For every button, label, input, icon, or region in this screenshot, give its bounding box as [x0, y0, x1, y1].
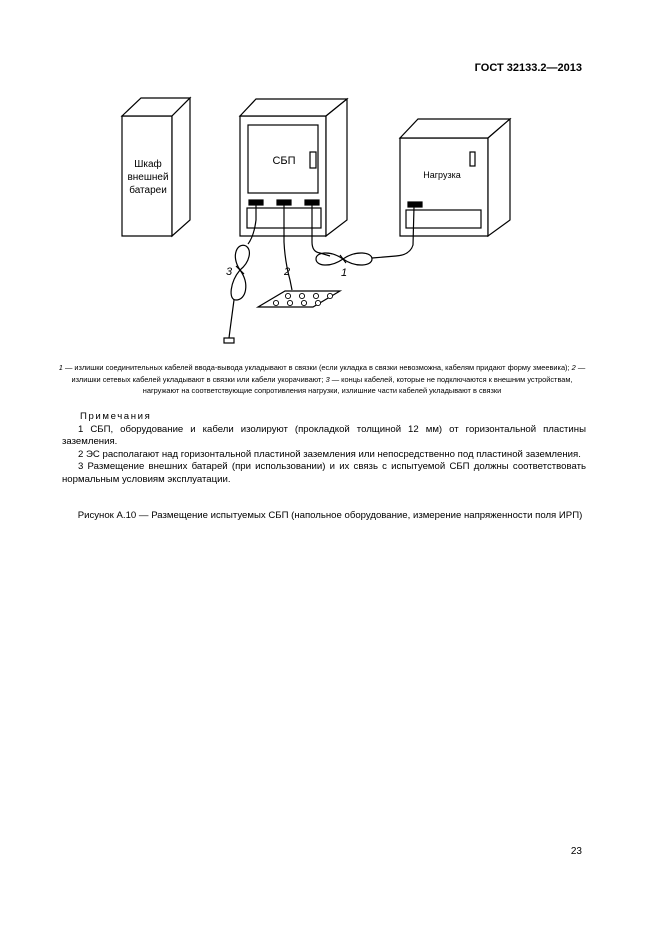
legend-number-1: 1 [58, 363, 63, 372]
legend-number-3: 3 [325, 374, 330, 384]
document-id: ГОСТ 32133.2—2013 [474, 62, 582, 74]
notes-section [62, 411, 586, 486]
legend-text-3: — концы кабелей, которые не подключаются к внешним устройствам, нагружают на соответствующие сопротивления нагрузки, излишние части кабелей укладывают в связки [142, 374, 573, 395]
figure-title: Рисунок А.10 — Размещение испытуемых СБП (напольное оборудование, измерение напряженности поля ИРП) [77, 510, 583, 521]
note-item-3: 3 Размещение внешних батарей (при использовании) и их связь с испытуемой СБП должны соответствовать нормальным условиям эксплуатации. [62, 461, 586, 485]
notes-title: Примечания [80, 411, 152, 422]
legend-text-1: — излишки соединительных кабелей ввода-вывода укладывают в связки (если укладка в связки невозможна, кабелям придают форму змеевика); [62, 363, 572, 372]
load-label: Нагрузка [423, 170, 461, 180]
note-item-1: 1 СБП, оборудование и кабели изолируют (прокладкой толщиной 12 мм) от горизонтальной пластины заземления. [62, 423, 586, 447]
legend-text-2: — излишки сетевых кабелей укладывают в связки или кабели укорачивают; [71, 363, 586, 384]
equipment-diagram [0, 0, 661, 360]
page-number: 23 [570, 846, 582, 857]
cabinet-label-line-2: внешней [127, 172, 169, 183]
note-item-2: 2 ЭС располагают над горизонтальной пластиной заземления или непосредственно под пластиной заземления. [78, 448, 581, 460]
figure-legend [58, 362, 586, 397]
callout-2: 2 [284, 266, 291, 278]
cabinet-label-line-3: батареи [129, 185, 167, 196]
callout-1: 1 [341, 267, 348, 279]
legend-number-2: 2 [571, 363, 576, 372]
cabinet-label-line-1: Шкаф [134, 159, 162, 170]
callout-3: 3 [226, 266, 233, 278]
ups-label: СБП [272, 155, 296, 167]
